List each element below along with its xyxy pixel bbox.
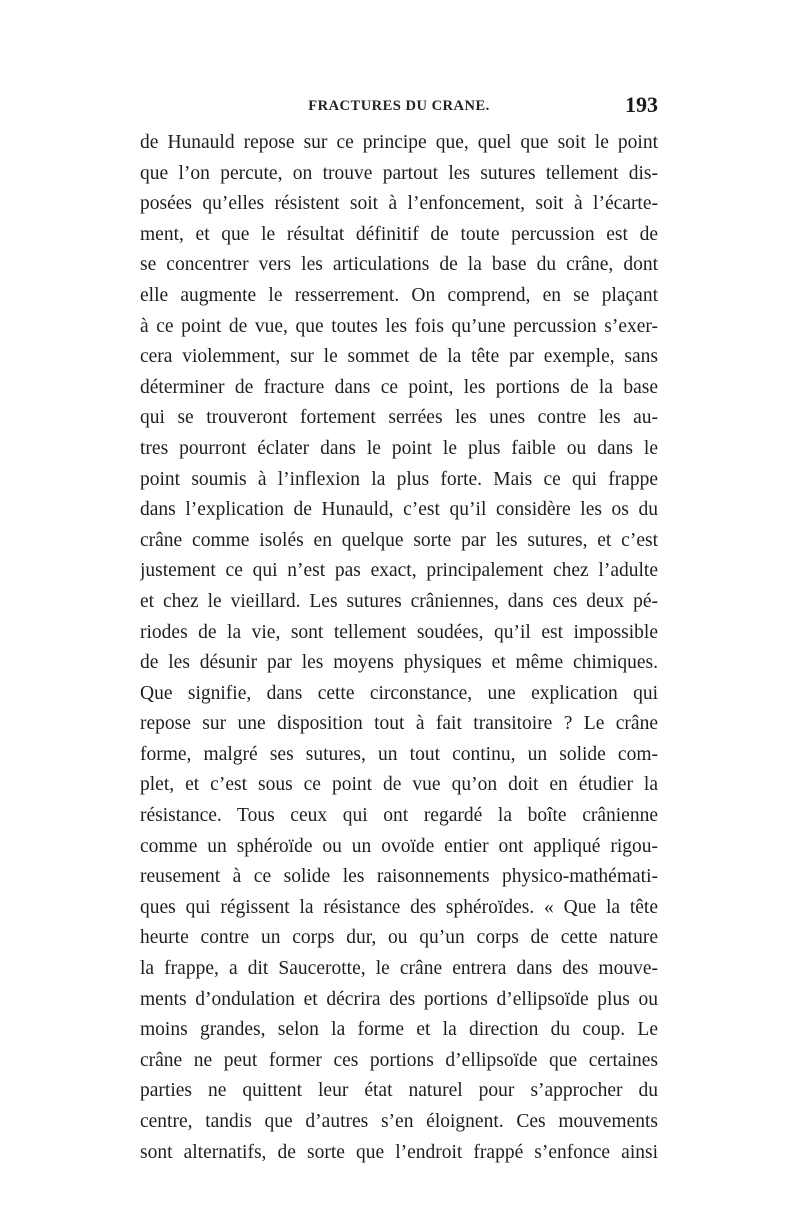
text-line: moins grandes, selon la forme et la direction du coup. Le	[140, 1019, 658, 1041]
page-number: 193	[625, 92, 658, 117]
text-line: elle augmente le resserrement. On comprend, en se plaçant	[140, 284, 658, 306]
text-line: justement ce qui n’est pas exact, principalement chez l’adulte	[140, 560, 658, 582]
text-line: la frappe, a dit Saucerotte, le crâne entrera dans des mouve-	[140, 958, 658, 980]
text-line: déterminer de fracture dans ce point, les portions de la base	[140, 376, 658, 398]
text-line: qui se trouveront fortement serrées les unes contre les au-	[140, 407, 658, 429]
text-line: que l’on percute, on trouve partout les sutures tellement dis-	[140, 162, 658, 184]
text-line: dans l’explication de Hunauld, c’est qu’il considère les os du	[140, 499, 658, 521]
text-line: forme, malgré ses sutures, un tout continu, un solide com-	[140, 743, 658, 765]
text-line: tres pourront éclater dans le point le plus faible ou dans le	[140, 437, 658, 459]
text-line: comme un sphéroïde ou un ovoïde entier ont appliqué rigou-	[140, 835, 658, 857]
text-line: de les désunir par les moyens physiques et même chimiques.	[140, 652, 658, 674]
text-line: cera violemment, sur le sommet de la tête par exemple, sans	[140, 346, 658, 368]
text-line: ments d’ondulation et décrira des portions d’ellipsoïde plus ou	[140, 988, 658, 1010]
text-line: se concentrer vers les articulations de la base du crâne, dont	[140, 254, 658, 276]
text-line: sont alternatifs, de sorte que l’endroit frappé s’enfonce ainsi	[140, 1141, 658, 1163]
text-line: parties ne quittent leur état naturel pour s’approcher du	[140, 1080, 658, 1102]
text-line: plet, et c’est sous ce point de vue qu’on doit en étudier la	[140, 774, 658, 796]
text-line: crâne ne peut former ces portions d’ellipsoïde que certaines	[140, 1049, 658, 1071]
running-title: FRACTURES DU CRANE.	[308, 98, 490, 114]
text-line: résistance. Tous ceux qui ont regardé la boîte crânienne	[140, 805, 658, 827]
text-line: riodes de la vie, sont tellement soudées, qu’il est impossible	[140, 621, 658, 643]
text-line: Que signifie, dans cette circonstance, une explication qui	[140, 682, 658, 704]
text-line: de Hunauld repose sur ce principe que, quel que soit le point	[140, 132, 658, 153]
text-line: à ce point de vue, que toutes les fois qu’une percussion s’exer-	[140, 315, 658, 337]
text-line: repose sur une disposition tout à fait transitoire ? Le crâne	[140, 713, 658, 735]
body-text	[140, 128, 658, 1168]
text-line: posées qu’elles résistent soit à l’enfoncement, soit à l’écarte-	[140, 193, 658, 215]
running-head	[140, 92, 658, 122]
text-line: point soumis à l’inflexion la plus forte. Mais ce qui frappe	[140, 468, 658, 490]
text-line: centre, tandis que d’autres s’en éloignent. Ces mouvements	[140, 1111, 658, 1132]
text-line: reusement à ce solide les raisonnements physico-mathémati-	[140, 866, 658, 888]
text-line: crâne comme isolés en quelque sorte par les sutures, et c’est	[140, 529, 658, 551]
text-line: et chez le vieillard. Les sutures crâniennes, dans ces deux pé-	[140, 590, 658, 612]
text-line: ques qui régissent la résistance des sphéroïdes. « Que la tête	[140, 896, 658, 918]
text-line: heurte contre un corps dur, ou qu’un corps de cette nature	[140, 927, 658, 949]
text-line: ment, et que le résultat définitif de toute percussion est de	[140, 223, 658, 245]
